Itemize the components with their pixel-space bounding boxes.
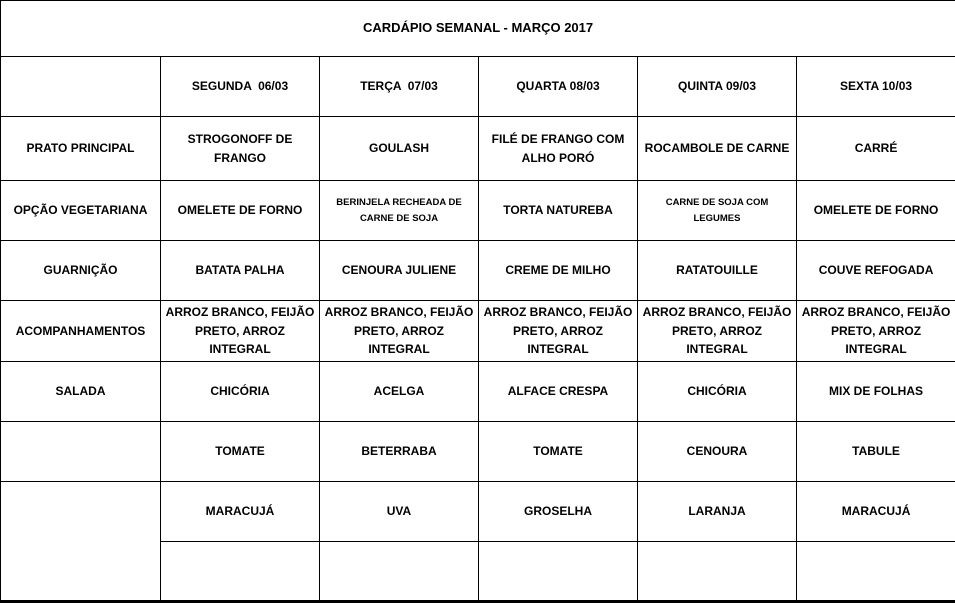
- menu-cell: CENOURA JULIENE: [320, 241, 479, 301]
- row-label-guarnicao: GUARNIÇÃO: [1, 241, 161, 301]
- menu-cell: OMELETE DE FORNO: [161, 181, 320, 241]
- menu-cell: ARROZ BRANCO, FEIJÃO PRETO, ARROZ INTEGRAL: [797, 301, 955, 362]
- menu-cell: STROGONOFF DE FRANGO: [161, 117, 320, 181]
- menu-cell: [479, 541, 638, 601]
- row-salada: [1, 361, 955, 421]
- menu-cell: MARACUJÁ: [161, 481, 320, 541]
- menu-cell: [638, 541, 797, 601]
- row-label-refrescos: [1, 481, 161, 601]
- menu-cell: CARNE DE SOJA COM LEGUMES: [638, 181, 797, 241]
- menu-cell: FILÉ DE FRANGO COM ALHO PORÓ: [479, 117, 638, 181]
- row-label-acompanhamentos: ACOMPANHAMENTOS: [1, 301, 161, 362]
- row-label-salada: SALADA: [1, 361, 161, 421]
- day-header-sexta: SEXTA 10/03: [797, 57, 955, 117]
- day-header-segunda: SEGUNDA 06/03: [161, 57, 320, 117]
- menu-cell: ROCAMBOLE DE CARNE: [638, 117, 797, 181]
- row-acompanhamentos: [1, 301, 955, 362]
- menu-cell: COUVE REFOGADA: [797, 241, 955, 301]
- day-header-terca: TERÇA 07/03: [320, 57, 479, 117]
- menu-cell: OMELETE DE FORNO: [797, 181, 955, 241]
- menu-cell: TOMATE: [479, 421, 638, 481]
- menu-cell: BETERRABA: [320, 421, 479, 481]
- row-opcao-vegetariana: [1, 181, 955, 241]
- menu-cell: UVA: [320, 481, 479, 541]
- row-label-opcao-vegetariana: OPÇÃO VEGETARIANA: [1, 181, 161, 241]
- menu-cell: TABULE: [797, 421, 955, 481]
- day-header-quinta: QUINTA 09/03: [638, 57, 797, 117]
- menu-cell: [161, 541, 320, 601]
- menu-cell: ALFACE CRESPA: [479, 361, 638, 421]
- menu-cell: ARROZ BRANCO, FEIJÃO PRETO, ARROZ INTEGRAL: [479, 301, 638, 362]
- menu-cell: CHICÓRIA: [638, 361, 797, 421]
- menu-cell: MARACUJÁ: [797, 481, 955, 541]
- corner-cell: [1, 57, 161, 117]
- menu-cell: BATATA PALHA: [161, 241, 320, 301]
- row-label-empty: [1, 421, 161, 481]
- title-row: [1, 1, 955, 57]
- day-header-row: [1, 57, 955, 117]
- menu-cell: BERINJELA RECHEADA DE CARNE DE SOJA: [320, 181, 479, 241]
- menu-cell: RATATOUILLE: [638, 241, 797, 301]
- menu-cell: LARANJA: [638, 481, 797, 541]
- row-refrescos-1: [1, 481, 955, 541]
- menu-cell: TORTA NATUREBA: [479, 181, 638, 241]
- menu-cell: CHICÓRIA: [161, 361, 320, 421]
- menu-cell: MIX DE FOLHAS: [797, 361, 955, 421]
- menu-cell: GOULASH: [320, 117, 479, 181]
- row-salada-2: [1, 421, 955, 481]
- menu-cell: CARRÉ: [797, 117, 955, 181]
- row-guarnicao: [1, 241, 955, 301]
- row-prato-principal: [1, 117, 955, 181]
- menu-cell: CENOURA: [638, 421, 797, 481]
- menu-cell: ARROZ BRANCO, FEIJÃO PRETO, ARROZ INTEGRAL: [638, 301, 797, 362]
- menu-cell: GROSELHA: [479, 481, 638, 541]
- menu-cell: [320, 541, 479, 601]
- menu-cell: ARROZ BRANCO, FEIJÃO PRETO, ARROZ INTEGRAL: [320, 301, 479, 362]
- menu-cell: [797, 541, 955, 601]
- menu-cell: CREME DE MILHO: [479, 241, 638, 301]
- menu-cell: ACELGA: [320, 361, 479, 421]
- menu-cell: TOMATE: [161, 421, 320, 481]
- menu-cell: ARROZ BRANCO, FEIJÃO PRETO, ARROZ INTEGRAL: [161, 301, 320, 362]
- day-header-quarta: QUARTA 08/03: [479, 57, 638, 117]
- row-label-prato-principal: PRATO PRINCIPAL: [1, 117, 161, 181]
- page-title: CARDÁPIO SEMANAL - MARÇO 2017: [1, 1, 955, 57]
